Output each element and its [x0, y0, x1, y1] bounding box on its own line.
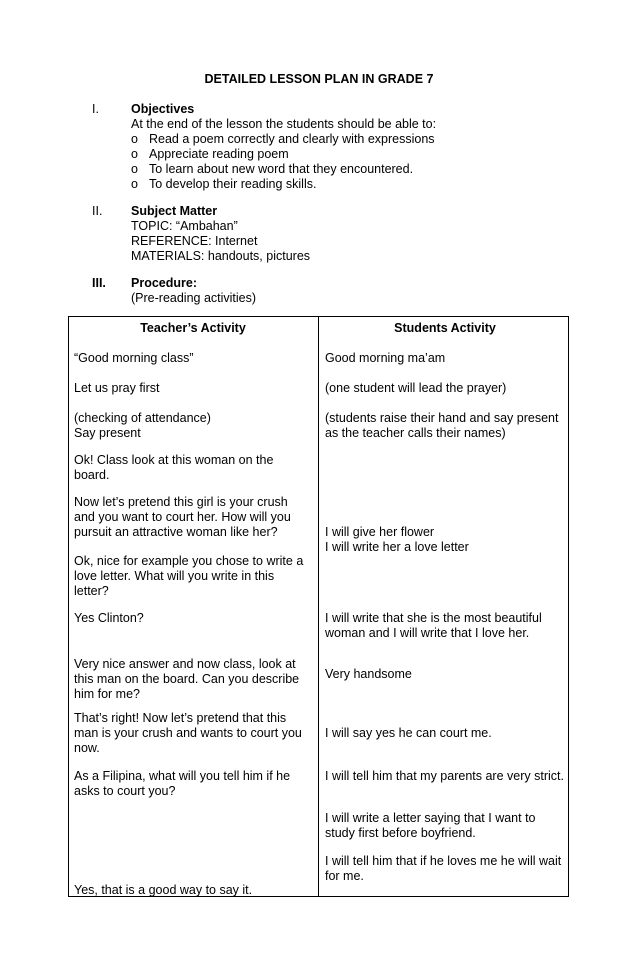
list-item: o To learn about new word that they encountered. — [131, 162, 414, 176]
students-cell: (students raise their hand and say present as the teacher calls their names) — [325, 411, 559, 440]
topic-line: TOPIC: “Ambahan” — [131, 219, 238, 233]
teacher-cell: “Good morning class” — [74, 351, 194, 365]
list-item: o Read a poem correctly and clearly with expressions — [131, 132, 435, 146]
students-cell: I will tell him that my parents are very strict. — [325, 769, 564, 783]
bullet-icon: o — [131, 147, 138, 161]
teacher-column — [74, 317, 312, 896]
students-cell: (one student will lead the prayer) — [325, 381, 507, 395]
activity-table — [68, 316, 569, 897]
reference-line: REFERENCE: Internet — [131, 234, 258, 248]
students-header: Students Activity — [394, 321, 496, 335]
teacher-cell: Ok, nice for example you chose to write a love letter. What will you write in this letter? — [74, 554, 304, 598]
column-divider — [318, 317, 319, 896]
students-cell: Good morning ma’am — [325, 351, 446, 365]
section-heading: Objectives — [131, 102, 195, 116]
teacher-cell: (checking of attendance) Say present — [74, 411, 211, 440]
procedure-subheading: (Pre-reading activities) — [131, 291, 257, 305]
students-cell: I will give her flower I will write her a love letter — [325, 525, 469, 554]
materials-line: MATERIALS: handouts, pictures — [131, 249, 311, 263]
bullet-icon: o — [131, 132, 138, 146]
teacher-header: Teacher’s Activity — [140, 321, 246, 335]
section-number: I. — [92, 102, 99, 116]
section-heading: Procedure: — [131, 276, 197, 290]
teacher-cell: As a Filipina, what will you tell him if he asks to court you? — [74, 769, 291, 798]
students-cell: I will tell him that if he loves me he will wait for me. — [325, 854, 562, 883]
teacher-cell: Yes Clinton? — [74, 611, 144, 625]
teacher-cell: Ok! Class look at this woman on the board. — [74, 453, 274, 482]
objectives-intro: At the end of the lesson the students should be able to: — [131, 117, 437, 131]
list-item: o Appreciate reading poem — [131, 147, 289, 161]
teacher-cell: That’s right! Now let’s pretend that this man is your crush and wants to court you now. — [74, 711, 302, 755]
list-item: o To develop their reading skills. — [131, 177, 317, 191]
teacher-cell: Yes, that is a good way to say it. — [74, 883, 253, 897]
teacher-cell: Now let’s pretend this girl is your crush and you want to court her. How will you pursuit an attractive woman like her? — [74, 495, 291, 539]
students-cell: Very handsome — [325, 667, 412, 681]
section-number: III. — [92, 276, 106, 290]
teacher-cell: Let us pray first — [74, 381, 160, 395]
students-cell: I will write that she is the most beautiful woman and I will write that I love her. — [325, 611, 542, 640]
teacher-cell: Very nice answer and now class, look at this man on the board. Can you describe him for me? — [74, 657, 300, 701]
bullet-icon: o — [131, 177, 138, 191]
objectives-list — [131, 132, 591, 192]
section-heading: Subject Matter — [131, 204, 218, 218]
section-number: II. — [92, 204, 103, 218]
bullet-icon: o — [131, 162, 138, 176]
students-cell: I will say yes he can court me. — [325, 726, 492, 740]
students-cell: I will write a letter saying that I want to study first before boyfriend. — [325, 811, 536, 840]
students-column — [325, 317, 565, 896]
document-title: DETAILED LESSON PLAN IN GRADE 7 — [204, 72, 434, 86]
